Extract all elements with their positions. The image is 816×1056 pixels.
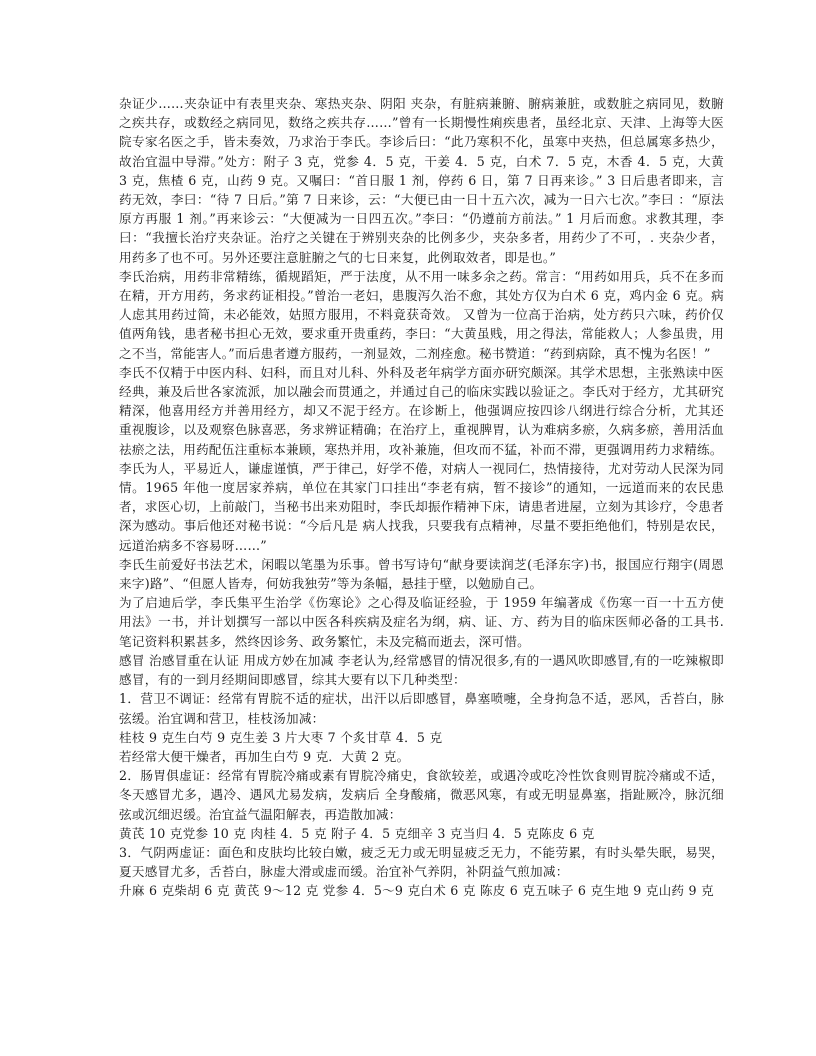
paragraph-type-3: 3．气阴两虚证：面色和皮肤均比较白嫩，疲乏无力或无明显疲乏无力，不能劳累，有时头晕失眠，易哭，夏天感冒尤多，舌苔白，脉虚大滑或虚而缓。治宜补气养阴，补阴益气煎加减：	[119, 844, 724, 880]
paragraph-writings: 为了启迪后学，李氏集平生治学《伤寒论》之心得及临证经验，于 1959 年编著成《伤寒一百一十五方使用法》一书，并计划撰写一部以中医各科疾病及症名为纲，病、证、方、药为目的临床医师必备的工具书. 笔记资料积累甚多，然终因诊务、政务繁忙，未及完稿而逝去，深可惜。	[119, 595, 724, 649]
paragraph-type-1: 1．营卫不调证：经常有胃脘不适的症状，出汗以后即感冒，鼻塞喷嚏，全身拘急不适，恶风，舌苔白，脉弦缓。治宜调和营卫，桂枝汤加减：	[119, 691, 724, 726]
paragraph-character: 李氏为人，平易近人，谦虚谨慎，严于律己，好学不倦，对病人一视同仁，热情接待，尤对劳动人民深为同情。1965 年他一度居家养病，单位在其家门口挂出“李老有病，暂不接诊”的通知，一远道而来的农民患者，求医心切，上前敲门，当秘书出来劝阻时，李氏却振作精神下床，请患者进屋，立刻为其诊疗，令患者深为感动。事后他还对秘书说：“今后凡是 病人找我，只要我有点精神，尽量不要拒绝他们，特别是农民，远道治病多不容易呀……”	[119, 460, 724, 553]
prescription-type-2: 黄芪 10 克党参 10 克 肉桂 4．5 克 附子 4．5 克细辛 3 克当归 4．5 克陈皮 6 克	[119, 825, 595, 841]
paragraph-zaza-case: 杂证少……夹杂证中有表里夹杂、寒热夹杂、阴阳 夹杂，有脏病兼腑、腑病兼脏，或数脏之病同见，数腑之疾共存，或数经之病同见，数络之疾共存……”曾有一长期慢性痢疾患者，虽经北京、天津、上海等大医院专家名医之手，皆未奏效，乃求治于李氏。李诊后曰：“此乃寒积不化，虽寒中夹热，但总属寒多热少，故治宜温中导滞。”处方：附子 3 克，党参 4．5 克，干姜 4．5 克，白术 7．5 克，木香 4．5 克，大黄 3 克，焦楂 6 克，山药 9 克。又嘱曰：“首日服 1 剂，停药 6 日，第 7 日再来诊。” 3 日后患者即来，言药无效，李曰：“待 7 日后。”第 7 日来诊，云：“大便已由一日十五六次，减为一日六七次。”李曰 ：“原法原方再服 1 剂。”再来诊云：“大便减为一日四五次。”李曰：“仍遵前方前法。” 1 月后而愈。求教其理，李曰：“我擅长治疗夹杂证。治疗之关键在于辨别夹杂的比例多少，夹杂多者，用药少了不可，. 夹杂少者，用药多了也不可。另外还要注意脏腑之气的七日来复，此例取效者，即是也。”	[119, 96, 724, 265]
paragraph-academic-thought: 李氏不仅精于中医内科、妇科，而且对儿科、外科及老年病学方面亦研究颇深。其学术思想，主张熟读中医经典，兼及后世各家流派，加以融会而贯通之，并通过自己的临床实践以验证之。李氏对于经方，尤其研究精深，他喜用经方并善用经方，却又不泥于经方。在诊断上，他强调应按四诊八纲进行综合分析，尤其还 重视腹诊，以及观察色脉喜恶，务求辨证精确；在治疗上，重视脾胃，认为难病多瘀，久病多瘀，善用活血祛瘀之法，用药配伍注重标本兼顾，寒热并用，攻补兼施，但攻而不猛，补而不滞，更强调用药力求精练。	[119, 364, 724, 457]
prescription-type-1: 桂枝 9 克生白芍 9 克生姜 3 片大枣 7 个炙甘草 4．5 克	[119, 729, 443, 745]
paragraph-prescribing-style: 李氏治病，用药非常精练，循规蹈矩，严于法度，从不用一味多余之药。常言：“用药如用兵，兵不在多而在精，开方用药，务求药证相投。”曾治一老妇，患腹泻久治不愈，其处方仅为白术 6 克，鸡内金 6 克。病人虑其用药过简，未必能效，姑照方服用，不料竟获奇效。 又曾为一位高于治病，处方药只六味，药价仅值两角钱，患者秘书担心无效，要求重开贵重药，李曰：“大黄虽贱，用之得法，常能救人；人参虽贵，用之不当，常能害人。”而后患者遵方服药，一剂显效，二剂痊愈。秘书赞道：“药到病除，真不愧为名医！”	[119, 268, 724, 361]
paragraph-calligraphy: 李氏生前爱好书法艺术，闲暇以笔墨为乐事。曾书写诗句“献身要读润芝(毛泽东字)书，报国应行翔宇(周恩来字)路”、“但愿人皆寿，何妨我独劳”等为条幅，悬挂于壁，以勉励自己。	[119, 556, 724, 592]
prescription-type-1-addition: 若经常大便干燥者，再加生白芍 9 克．大黄 2 克。	[119, 748, 410, 764]
paragraph-cold-intro: 感冒 治感冒重在认证 用成方妙在加减 李老认为,经常感冒的情况很多,有的一遇风吹即感冒,有的一吃辣椒即感冒，有的一到月经期间即感冒，综其大要有以下几种类型：	[119, 652, 724, 688]
paragraph-type-2: 2．肠胃俱虚证：经常有胃脘冷痛或素有胃脘冷痛史，食欲较差，或遇冷或吃冷性饮食则胃脘冷痛或不适，冬天感冒尤多，遇冷、遇风尤易发病，发病后 全身酸痛，微恶风寒，有或无明显鼻塞，指趾厥冷，脉沉细弦或沉细迟缓。治宜益气温阳解表，再造散加减：	[119, 768, 724, 822]
prescription-type-3: 升麻 6 克柴胡 6 克 黄芪 9～12 克 党参 4．5～9 克白术 6 克 陈皮 6 克五味子 6 克生地 9 克山药 9 克	[119, 883, 714, 899]
